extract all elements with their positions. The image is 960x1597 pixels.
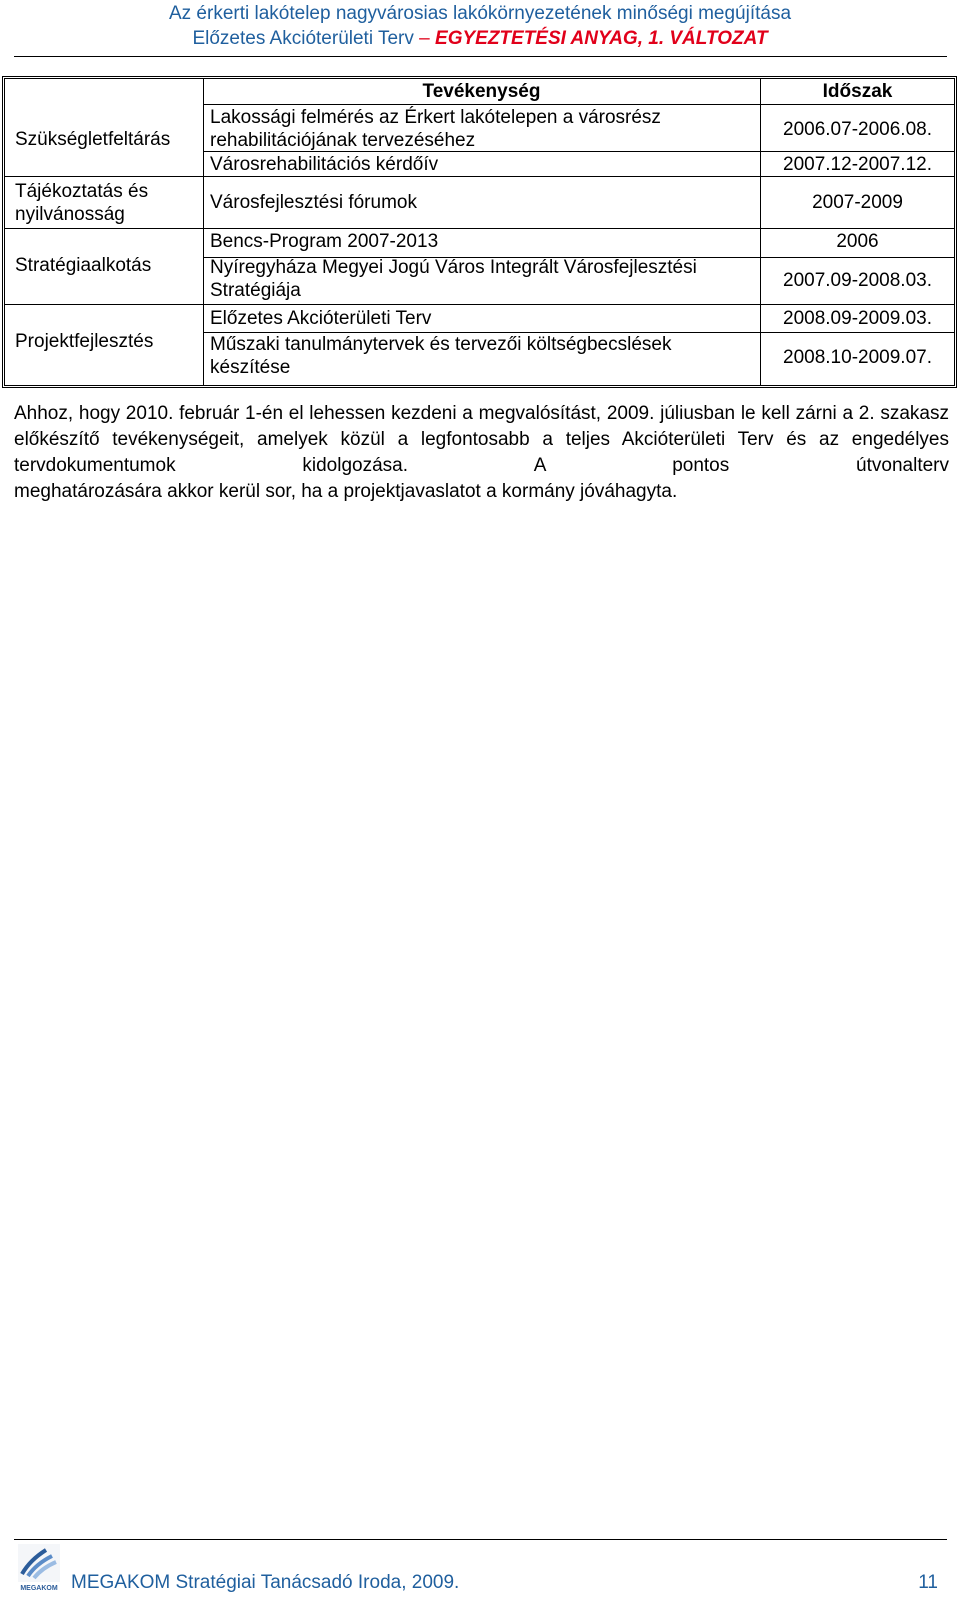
activity-cell: Lakossági felmérés az Érkert lakótelepen a városrész rehabilitációjának tervezéséhez <box>210 107 661 151</box>
group-label: Stratégiaalkotás <box>15 255 152 276</box>
activity-cell: Műszaki tanulmánytervek és tervezői költségbecslések készítése <box>210 334 672 378</box>
document-subtitle <box>0 26 960 52</box>
page-number: 11 <box>918 1572 938 1593</box>
footer-text: MEGAKOM Stratégiai Tanácsadó Iroda, 2009. <box>71 1572 460 1593</box>
paragraph-text: Ahhoz, hogy 2010. február 1-én el lehessen kezdeni a megvalósítást, 2009. júliusban le kell zárni a 2. szakasz előkészítő tevékenységeit, amelyek közül a legfontosabb a teljes Akcióterületi Terv és az engedélyes tervdokumentumok kidolgozása. A pontos útvonalterv <box>14 403 949 476</box>
group-label: Szükségletfeltárás <box>15 129 171 150</box>
period-cell: 2008.10-2009.07. <box>783 347 932 368</box>
activity-cell: Előzetes Akcióterületi Terv <box>210 308 432 329</box>
megakom-logo <box>16 1542 62 1592</box>
body-paragraph <box>14 401 949 505</box>
svg-text:MEGAKOM: MEGAKOM <box>20 1585 58 1592</box>
activity-cell: Bencs-Program 2007-2013 <box>210 231 439 252</box>
period-cell: 2007.12-2007.12. <box>783 154 932 175</box>
period-cell: 2006.07-2006.08. <box>783 119 932 140</box>
activity-cell: Nyíregyháza Megyei Jogú Város Integrált Városfejlesztési Stratégiája <box>210 257 697 301</box>
subtitle-status: EGYEZTETÉSI ANYAG, 1. VÁLTOZAT <box>435 28 768 49</box>
subtitle-dash: – <box>413 28 436 49</box>
paragraph-last-line: meghatározására akkor kerül sor, ha a projektjavaslatot a kormány jóváhagyta. <box>14 481 678 502</box>
activity-cell: Városfejlesztési fórumok <box>210 192 417 213</box>
document-title: Az érkerti lakótelep nagyvárosias lakókörnyezetének minőségi megújítása <box>168 3 792 24</box>
activity-cell: Városrehabilitációs kérdőív <box>210 154 439 175</box>
column-header-period: Időszak <box>822 81 893 102</box>
footer-divider <box>14 1539 947 1540</box>
period-cell: 2007-2009 <box>812 192 903 213</box>
page-header <box>0 2 960 52</box>
group-label: Tájékoztatás és nyilvánosság <box>15 181 149 225</box>
period-cell: 2008.09-2009.03. <box>783 308 932 329</box>
group-label: Projektfejlesztés <box>15 331 154 352</box>
period-cell: 2006 <box>836 231 879 252</box>
column-header-activity: Tevékenység <box>422 81 541 102</box>
activity-table <box>2 76 957 388</box>
header-divider <box>14 56 947 57</box>
period-cell: 2007.09-2008.03. <box>783 270 932 291</box>
subtitle-plain: Előzetes Akcióterületi Terv <box>192 28 414 49</box>
